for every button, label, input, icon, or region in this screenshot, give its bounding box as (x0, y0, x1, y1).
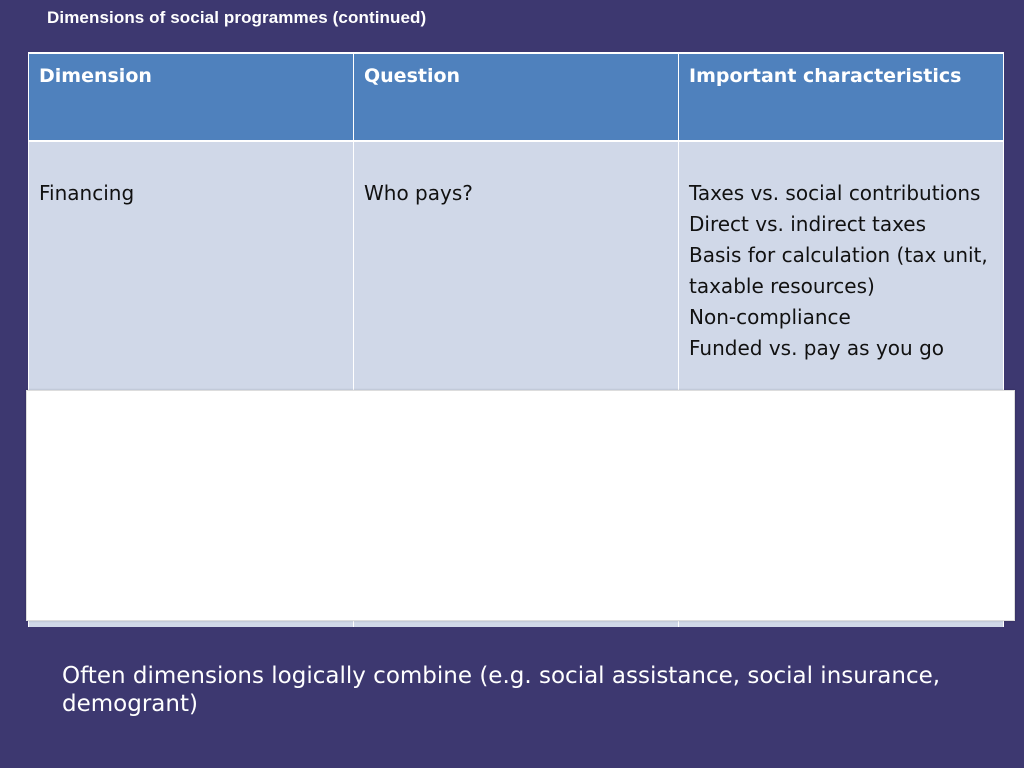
footer-note (62, 662, 962, 718)
characteristic-item: Non-compliance (689, 305, 851, 329)
characteristic-item: Funded vs. pay as you go (689, 336, 944, 360)
white-overlay-box (26, 390, 1015, 621)
cell-dimension-financing: Financing (29, 142, 353, 390)
header-dimension: Dimension (29, 54, 353, 140)
footer-note-line: Often dimensions logically combine (e.g. social assistance, social insurance, (62, 663, 941, 689)
footer-note-line: demogrant) (62, 691, 198, 717)
characteristic-item: Basis for calculation (tax unit, (689, 243, 988, 267)
characteristic-item: Direct vs. indirect taxes (689, 212, 927, 236)
characteristic-item: taxable resources) (689, 274, 875, 298)
header-characteristics: Important characteristics (679, 54, 1003, 140)
cell-characteristics-financing (679, 142, 1003, 390)
slide-title: Dimensions of social programmes (continued) (47, 8, 427, 27)
characteristic-item: Taxes vs. social contributions (689, 181, 981, 205)
header-question: Question (354, 54, 678, 140)
cell-question-financing: Who pays? (354, 142, 678, 390)
